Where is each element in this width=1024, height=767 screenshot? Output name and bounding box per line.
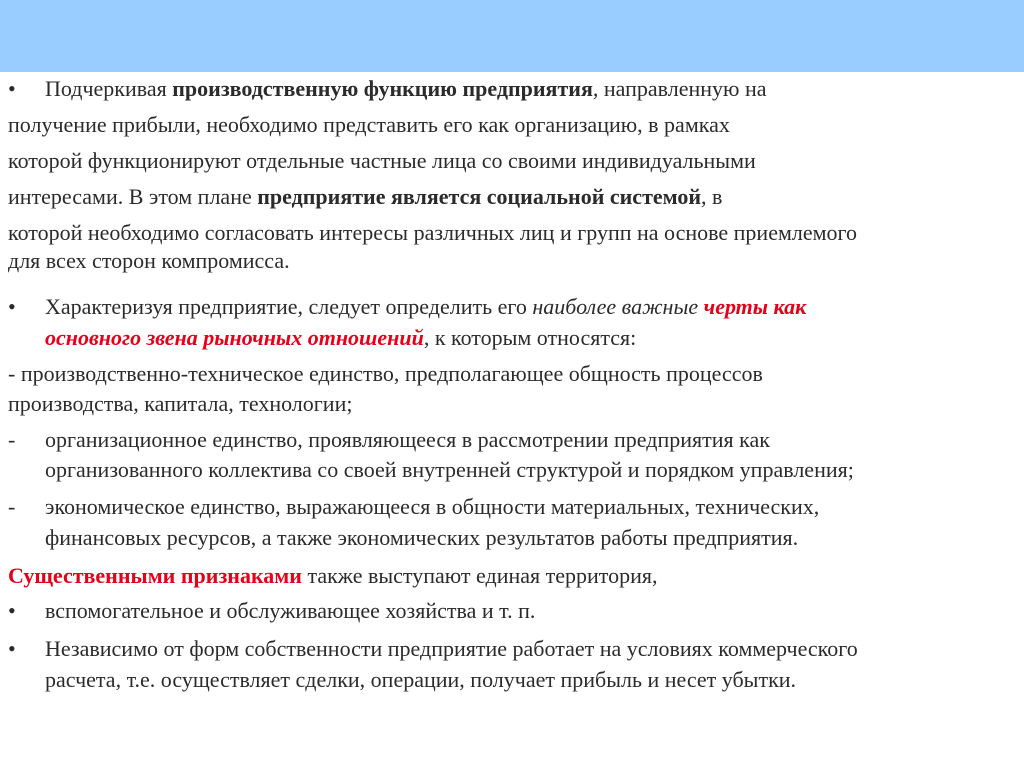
slide-header-bar	[0, 0, 1024, 72]
paragraph-2-line-2	[8, 321, 1014, 355]
slide-body	[8, 72, 1014, 767]
text-run: организационное единство, проявляющееся в рассмотрении предприятия как	[45, 427, 770, 452]
bold-text-run: производственную функцию предприятия	[172, 76, 593, 101]
text-run: , направленную на	[592, 76, 767, 101]
paragraph-2-line-1	[8, 290, 1014, 324]
text-run: вспомогательное и обслуживающее хозяйства и т. п.	[45, 598, 536, 623]
bold-text-run: предприятие является социальной системой	[257, 184, 702, 209]
text-run: расчета, т.е. осуществляет сделки, операции, получает прибыль и несет убытки.	[45, 667, 797, 692]
text-run: которой необходимо согласовать интересы различных лиц и групп на основе приемлемого	[8, 220, 858, 245]
text-run: Подчеркивая	[45, 76, 173, 101]
paragraph-7-line-1	[8, 594, 1014, 628]
paragraph-1-line-1	[8, 72, 1014, 106]
italic-text-run: наиболее важные	[532, 294, 704, 319]
text-run: финансовых ресурсов, а также экономических результатов работы предприятия.	[45, 525, 799, 550]
text-run: интересами. В этом плане	[8, 184, 258, 209]
dash-marker: -	[8, 427, 16, 452]
bullet-marker: •	[8, 76, 16, 101]
text-run: производства, капитала, технологии;	[8, 391, 353, 416]
paragraph-4-line-1	[8, 423, 1014, 457]
emphasis-red-text-run: черты как	[703, 294, 807, 319]
text-run: экономическое единство, выражающееся в общности материальных, технических,	[45, 494, 820, 519]
text-run: - производственно-техническое единство, предполагающее общность процессов	[8, 361, 763, 386]
paragraph-1-line-4	[8, 180, 1014, 214]
paragraph-1-line-3	[8, 144, 1014, 178]
emphasis-red-text-run: Существенными признаками	[8, 563, 302, 588]
bullet-marker: •	[8, 636, 16, 661]
text-run: организованного коллектива со своей внутренней структурой и порядком управления;	[45, 457, 854, 482]
dash-marker: -	[8, 494, 16, 519]
paragraph-8-line-2	[8, 663, 1014, 697]
paragraph-4-line-2	[8, 453, 1014, 487]
text-run: Характеризуя предприятие, следует определить его	[45, 294, 533, 319]
bullet-marker: •	[8, 598, 16, 623]
text-run: Независимо от форм собственности предприятие работает на условиях коммерческого	[45, 636, 858, 661]
bullet-marker: •	[8, 294, 16, 319]
emphasis-red-text-run: основного звена рыночных отношений	[45, 325, 424, 350]
paragraph-1-line-2	[8, 108, 1014, 142]
text-run: получение прибыли, необходимо представить его как организацию, в рамках	[8, 112, 730, 137]
text-run: , к которым относятся:	[423, 325, 637, 350]
text-run: которой функционируют отдельные частные лица со своими индивидуальными	[8, 148, 756, 173]
paragraph-6-line-1	[8, 559, 1014, 593]
text-run: , в	[701, 184, 723, 209]
paragraph-1-line-6	[8, 244, 1014, 278]
text-run: также выступают единая территория,	[301, 563, 658, 588]
paragraph-3-line-1	[8, 357, 1014, 391]
paragraph-5-line-1	[8, 490, 1014, 524]
text-run: для всех сторон компромисса.	[8, 248, 290, 273]
paragraph-3-line-2	[8, 387, 1014, 421]
paragraph-8-line-1	[8, 632, 1014, 666]
paragraph-5-line-2	[8, 521, 1014, 555]
